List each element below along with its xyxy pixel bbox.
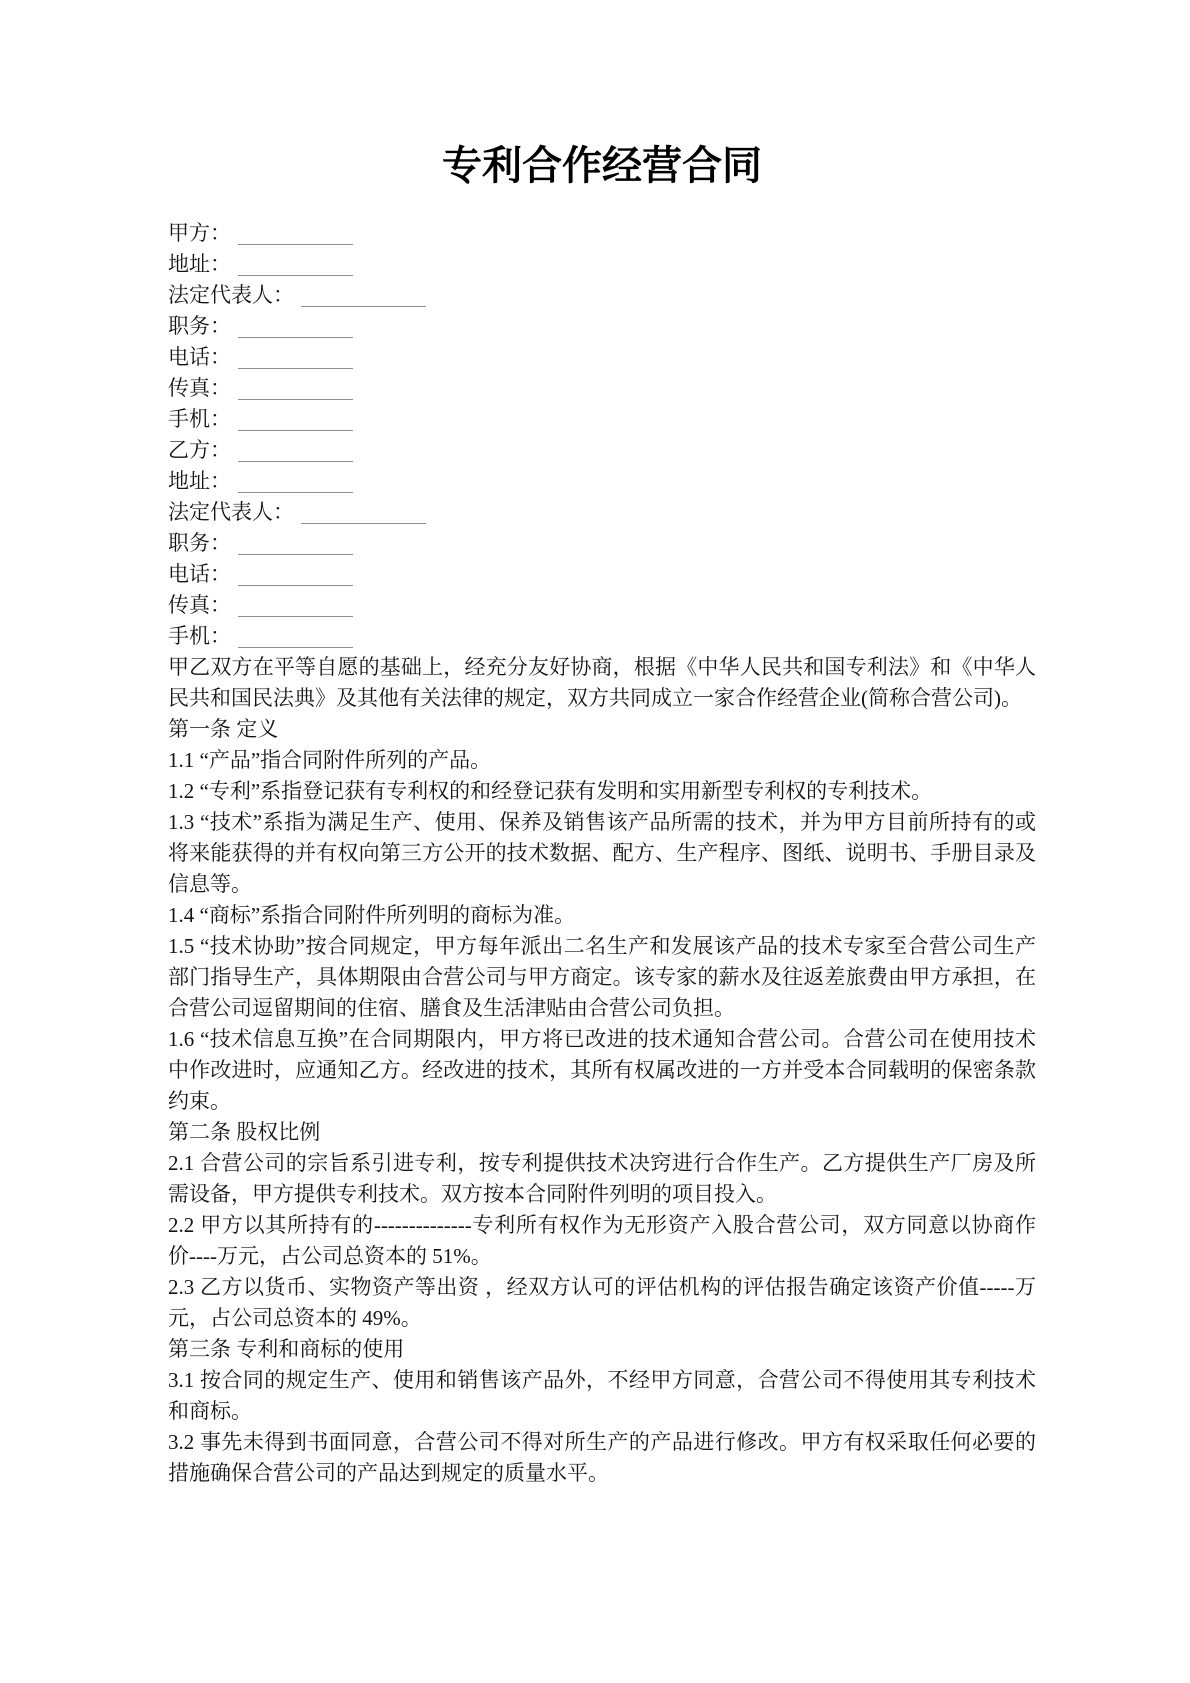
field-blank-underline	[238, 270, 353, 276]
party-field-row	[168, 311, 1036, 342]
clause-1-6: 1.6 “技术信息互换”在合同期限内，甲方将已改进的技术通知合营公司。合营公司在使用技术中作改进时，应通知乙方。经改进的技术，其所有权属改进的一方并受本合同载明的保密条款约束。	[168, 1027, 1036, 1113]
field-label: 职务：	[168, 314, 231, 338]
party-field-row	[168, 435, 1036, 466]
section-heading-1: 第一条 定义	[168, 717, 279, 741]
intro-paragraph: 甲乙双方在平等自愿的基础上，经充分友好协商，根据《中华人民共和国专利法》和《中华人民共和国民法典》及其他有关法律的规定，双方共同成立一家合作经营企业(简称合营公司)。	[168, 655, 1036, 710]
party-field-row	[168, 559, 1036, 590]
field-blank-underline	[238, 363, 353, 369]
party-field-row	[168, 249, 1036, 280]
party-field-row	[168, 218, 1036, 249]
field-blank-underline	[238, 394, 353, 400]
field-label: 电话：	[168, 345, 231, 369]
field-blank-underline	[238, 332, 353, 338]
contract-body	[168, 652, 1036, 1489]
clause-1-4: 1.4 “商标”系指合同附件所列明的商标为准。	[168, 903, 576, 927]
section-heading-2: 第二条 股权比例	[168, 1120, 321, 1144]
section-heading-3: 第三条 专利和商标的使用	[168, 1337, 405, 1361]
field-label: 地址：	[168, 469, 231, 493]
clause-2-3: 2.3 乙方以货币、实物资产等出资 ，经双方认可的评估机构的评估报告确定该资产价值-----万元，占公司总资本的 49%。	[168, 1275, 1036, 1330]
field-label: 手机：	[168, 624, 231, 648]
clause-1-3: 1.3 “技术”系指为满足生产、使用、保养及销售该产品所需的技术，并为甲方目前所持有的或将来能获得的并有权向第三方公开的技术数据、配方、生产程序、图纸、说明书、手册目录及信息等。	[168, 810, 1036, 896]
party-field-row	[168, 342, 1036, 373]
field-label: 手机：	[168, 407, 231, 431]
field-label: 地址：	[168, 252, 231, 276]
field-label: 乙方：	[168, 438, 231, 462]
field-blank-underline	[238, 549, 353, 555]
clause-1-1: 1.1 “产品”指合同附件所列的产品。	[168, 748, 492, 772]
party-field-row	[168, 404, 1036, 435]
clause-3-2: 3.2 事先未得到书面同意，合营公司不得对所生产的产品进行修改。甲方有权采取任何必要的措施确保合营公司的产品达到规定的质量水平。	[168, 1430, 1036, 1485]
party-field-row	[168, 497, 1036, 528]
field-blank-underline	[238, 611, 353, 617]
party-field-row	[168, 280, 1036, 311]
party-field-row	[168, 528, 1036, 559]
party-field-row	[168, 590, 1036, 621]
field-blank-underline	[301, 301, 426, 307]
field-blank-underline	[238, 642, 353, 648]
party-fields-block	[168, 218, 1036, 652]
party-field-row	[168, 466, 1036, 497]
field-blank-underline	[238, 239, 353, 245]
field-label: 法定代表人：	[168, 283, 294, 307]
field-label: 法定代表人：	[168, 500, 294, 524]
field-label: 传真：	[168, 593, 231, 617]
field-blank-underline	[238, 487, 353, 493]
field-label: 甲方：	[168, 221, 231, 245]
field-blank-underline	[238, 456, 353, 462]
clause-1-2: 1.2 “专利”系指登记获有专利权的和经登记获有发明和实用新型专利权的专利技术。	[168, 779, 933, 803]
clause-3-1: 3.1 按合同的规定生产、使用和销售该产品外，不经甲方同意，合营公司不得使用其专利技术和商标。	[168, 1368, 1036, 1423]
party-field-row	[168, 621, 1036, 652]
contract-title: 专利合作经营合同	[442, 143, 762, 188]
clause-2-2: 2.2 甲方以其所持有的--------------专利所有权作为无形资产入股合营公司，双方同意以协商作价----万元，占公司总资本的 51%。	[168, 1213, 1036, 1268]
field-blank-underline	[238, 580, 353, 586]
field-label: 职务：	[168, 531, 231, 555]
field-blank-underline	[238, 425, 353, 431]
field-label: 电话：	[168, 562, 231, 586]
clause-2-1: 2.1 合营公司的宗旨系引进专利，按专利提供技术决窍进行合作生产。乙方提供生产厂房及所需设备，甲方提供专利技术。双方按本合同附件列明的项目投入。	[168, 1151, 1036, 1206]
field-blank-underline	[301, 518, 426, 524]
party-field-row	[168, 373, 1036, 404]
clause-1-5: 1.5 “技术协助”按合同规定，甲方每年派出二名生产和发展该产品的技术专家至合营公司生产部门指导生产，具体期限由合营公司与甲方商定。该专家的薪水及往返差旅费由甲方承担，在合营公司逗留期间的住宿、膳食及生活津贴由合营公司负担。	[168, 934, 1036, 1020]
field-label: 传真：	[168, 376, 231, 400]
